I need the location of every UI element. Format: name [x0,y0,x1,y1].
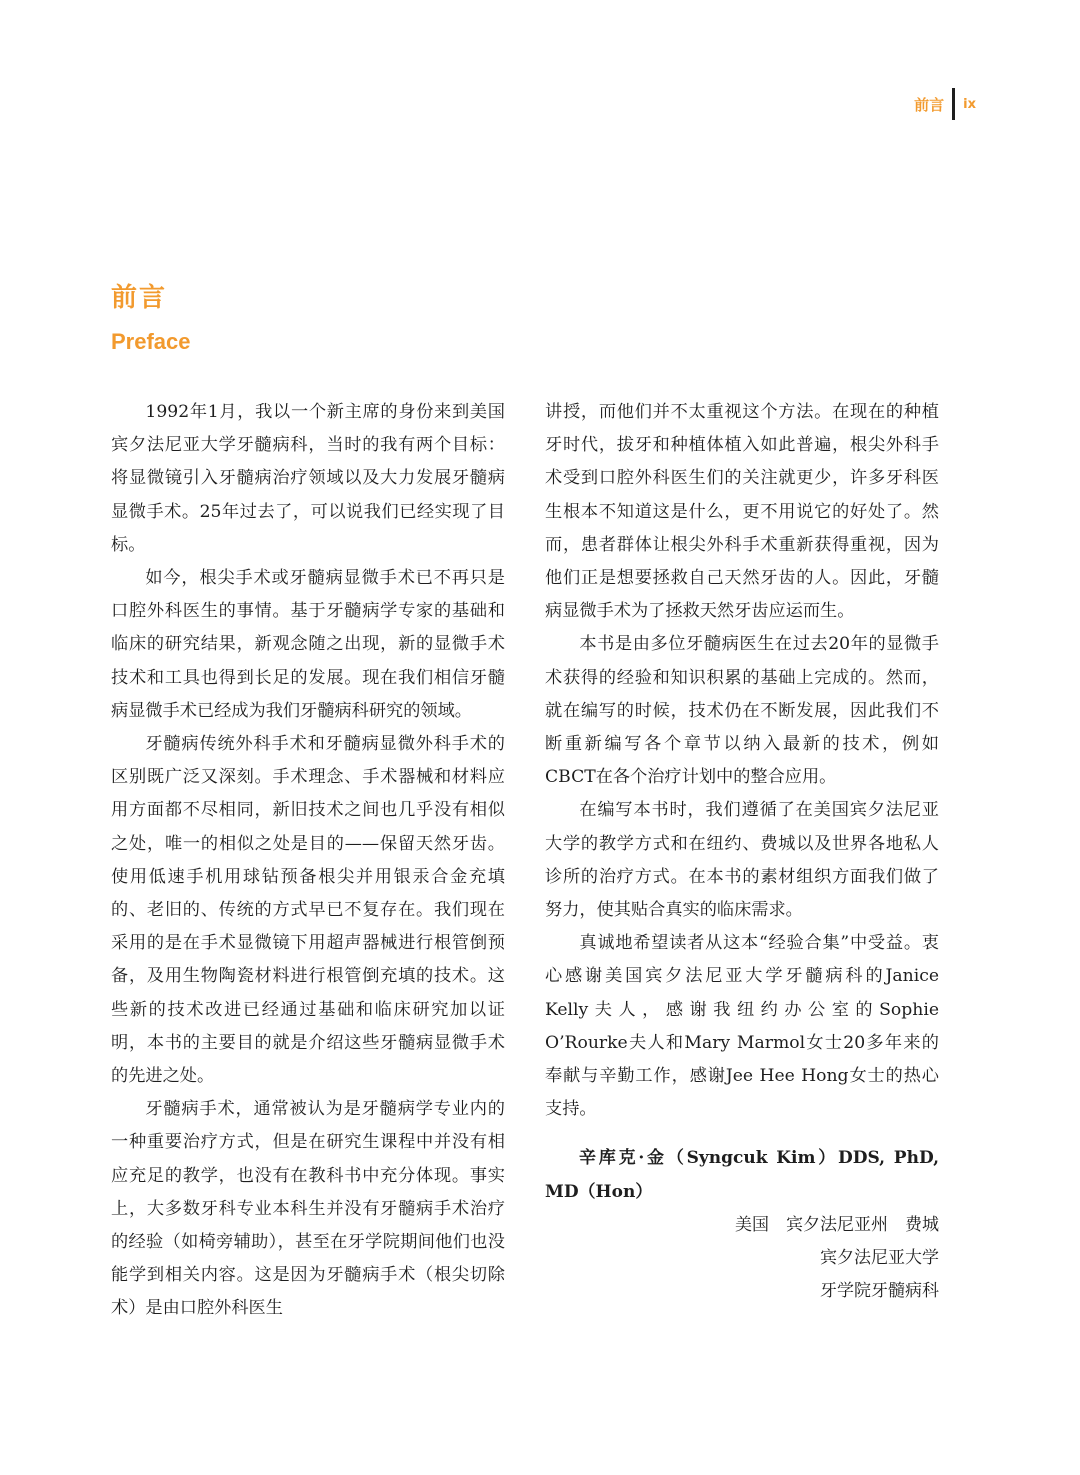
author-department: 牙学院牙髓病科 [820,1281,939,1302]
paragraph-7: 真诚地希望读者从这本“经验合集”中受益。衷心感谢美国宾夕法尼亚大学牙髓病科的Janice Kelly夫人，感谢我纽约办公室的Sophie O’Rourke夫人和Mary Marmol女士20多年来的奉献与辛勤工作，感谢Jee Hee Hong女士的热心支持。 [545,933,939,1120]
header-divider [952,88,955,120]
paragraph-4-continued: 讲授，而他们并不太重视这个方法。在现在的种植牙时代，拔牙和种植体植入如此普遍，根尖外科手术受到口腔外科医生们的关注就更少，许多牙科医生根本不知道这是什么，更不用说它的好处了。然而，患者群体让根尖外科手术重新获得重视，因为他们正是想要拯救自己天然牙齿的人。因此，牙髓病显微手术为了拯救天然牙齿应运而生。 [545,402,939,622]
paragraph-1: 1992年1月，我以一个新主席的身份来到美国宾夕法尼亚大学牙髓病科，当时的我有两个目标：将显微镜引入牙髓病治疗领域以及大力发展牙髓病显微手术。25年过去了，可以说我们已经实现了目标。 [111,402,505,555]
running-header [914,88,976,120]
right-column [545,396,939,1308]
author-location: 美国 宾夕法尼亚州 费城 [735,1214,939,1235]
paragraph-3: 牙髓病传统外科手术和牙髓病显微外科手术的区别既广泛又深刻。手术理念、手术器械和材料应用方面都不尽相同，新旧技术之间也几乎没有相似之处，唯一的相似之处是目的——保留天然牙齿。使用低速手机用球钻预备根尖并用银汞合金充填的、老旧的、传统的方式早已不复存在。我们现在采用的是在手术显微镜下用超声器械进行根管倒预备，及用生物陶瓷材料进行根管倒充填的技术。这些新的技术改进已经通过基础和临床研究加以证明，本书的主要目的就是介绍这些牙髓病显微手术的先进之处。 [111,734,505,1087]
paragraph-5: 本书是由多位牙髓病医生在过去20年的显微手术获得的经验和知识积累的基础上完成的。然而，就在编写的时候，技术仍在不断发展，因此我们不断重新编写各个章节以纳入最新的技术，例如CBCT在各个治疗计划中的整合应用。 [545,634,939,788]
author-name: 辛库克·金（Syngcuk Kim）DDS, PhD, MD（Hon） [545,1148,939,1202]
paragraph-6: 在编写本书时，我们遵循了在美国宾夕法尼亚大学的教学方式和在纽约、费城以及世界各地私人诊所的治疗方式。在本书的素材组织方面我们做了努力，使其贴合真实的临床需求。 [545,800,939,921]
left-column [111,396,505,1326]
paragraph-2: 如今，根尖手术或牙髓病显微手术已不再只是口腔外科医生的事情。基于牙髓病学专家的基础和临床的研究结果，新观念随之出现，新的显微手术技术和工具也得到长足的发展。现在我们相信牙髓病显微手术已经成为我们牙髓病科研究的领域。 [111,568,505,721]
page-title: 前言 [111,283,168,313]
running-header-section: 前言 [914,95,945,114]
page-number: ix [963,96,976,112]
author-university: 宾夕法尼亚大学 [820,1248,939,1269]
title-block [111,276,191,364]
signature-block [545,1142,939,1308]
page-subtitle: Preface [111,329,191,354]
paragraph-4: 牙髓病手术，通常被认为是牙髓病学专业内的一种重要治疗方式，但是在研究生课程中并没有相应充足的教学，也没有在教科书中充分体现。事实上，大多数牙科专业本科生并没有牙髓病手术治疗的经验（如椅旁辅助），甚至在牙学院期间他们也没能学到相关内容。这是因为牙髓病手术（根尖切除术）是由口腔外科医生 [111,1099,505,1319]
